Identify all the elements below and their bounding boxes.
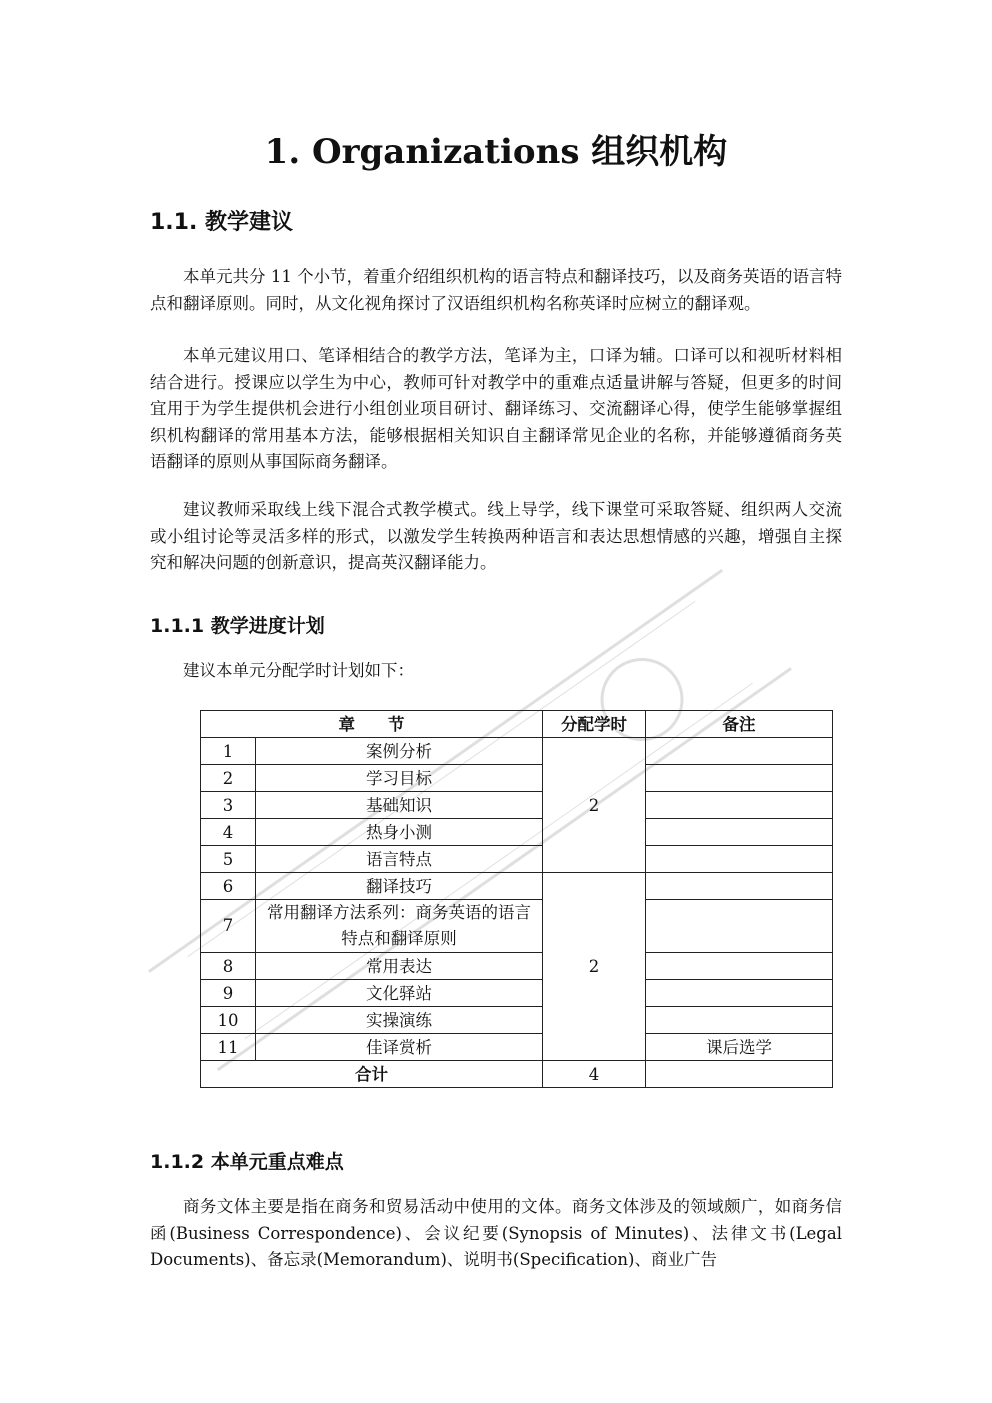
- schedule-table: [200, 710, 833, 1088]
- row-number: 5: [201, 846, 256, 873]
- table-row: [201, 819, 833, 846]
- row-number: 2: [201, 765, 256, 792]
- schedule-intro: 建议本单元分配学时计划如下：: [183, 661, 414, 680]
- row-note: [646, 792, 833, 819]
- row-section: 学习目标: [256, 765, 543, 792]
- header-section: 章 节: [201, 711, 543, 738]
- hours-group-1: 2: [543, 738, 646, 873]
- row-number: 1: [201, 738, 256, 765]
- table-row: [201, 1007, 833, 1034]
- table-row: [201, 1034, 833, 1061]
- page-title: 1. Organizations 组织机构: [264, 132, 728, 172]
- row-section: 语言特点: [256, 846, 543, 873]
- row-number: 6: [201, 873, 256, 900]
- row-section: 常用翻译方法系列：商务英语的语言特点和翻译原则: [256, 900, 543, 953]
- total-label: 合计: [201, 1061, 543, 1088]
- table-row: [201, 846, 833, 873]
- table-header-row: [201, 711, 833, 738]
- row-note: [646, 846, 833, 873]
- row-number: 9: [201, 980, 256, 1007]
- row-note: [646, 1007, 833, 1034]
- row-section: 翻译技巧: [256, 873, 543, 900]
- row-number: 7: [201, 900, 256, 953]
- row-number: 8: [201, 953, 256, 980]
- hours-group-2: 2: [543, 873, 646, 1061]
- row-section: 基础知识: [256, 792, 543, 819]
- row-section: 实操演练: [256, 1007, 543, 1034]
- header-hours: 分配学时: [543, 711, 646, 738]
- paragraph-1: 本单元共分 11 个小节，着重介绍组织机构的语言特点和翻译技巧，以及商务英语的语言特点和翻译原则。同时，从文化视角探讨了汉语组织机构名称英译时应树立的翻译观。: [150, 267, 842, 313]
- section-heading-1-1-1: 1.1.1 教学进度计划: [150, 615, 325, 637]
- row-section: 热身小测: [256, 819, 543, 846]
- row-section: 案例分析: [256, 738, 543, 765]
- paragraph-2: 本单元建议用口、笔译相结合的教学方法，笔译为主，口译为辅。口译可以和视听材料相结合进行。授课应以学生为中心，教师可针对教学中的重难点适量讲解与答疑，但更多的时间宜用于为学生提供机会进行小组创业项目研讨、翻译练习、交流翻译心得，使学生能够掌握组织机构翻译的常用基本方法，能够根据相关知识自主翻译常见企业的名称，并能够遵循商务英语翻译的原则从事国际商务翻译。: [150, 346, 842, 471]
- paragraph-3: 建议教师采取线上线下混合式教学模式。线上导学，线下课堂可采取答疑、组织两人交流或小组讨论等灵活多样的形式，以激发学生转换两种语言和表达思想情感的兴趣，增强自主探究和解决问题的创新意识，提高英汉翻译能力。: [150, 500, 842, 572]
- row-note: [646, 819, 833, 846]
- row-number: 4: [201, 819, 256, 846]
- table-row: [201, 738, 833, 765]
- row-section: 佳译赏析: [256, 1034, 543, 1061]
- row-note: [646, 980, 833, 1007]
- table-row: [201, 900, 833, 953]
- section-heading-1-1: 1.1. 教学建议: [150, 210, 293, 235]
- row-number: 11: [201, 1034, 256, 1061]
- closing-paragraph: 商务文体主要是指在商务和贸易活动中使用的文体。商务文体涉及的领域颇广，如商务信函(Business Correspondence)、会议纪要(Synopsis of Minutes)、法律文书(Legal Documents)、备忘录(Memorandum)、说明书(Specification)、商业广告: [150, 1197, 842, 1269]
- table-row: [201, 873, 833, 900]
- row-number: 3: [201, 792, 256, 819]
- row-section: 常用表达: [256, 953, 543, 980]
- row-note: [646, 873, 833, 900]
- table-row: [201, 980, 833, 1007]
- row-note: [646, 900, 833, 953]
- row-number: 10: [201, 1007, 256, 1034]
- table-row: [201, 765, 833, 792]
- row-note: [646, 738, 833, 765]
- row-section: 文化驿站: [256, 980, 543, 1007]
- total-note: [646, 1061, 833, 1088]
- header-note: 备注: [646, 711, 833, 738]
- section-heading-1-1-2: 1.1.2 本单元重点难点: [150, 1151, 344, 1173]
- table-total-row: [201, 1061, 833, 1088]
- row-note: 课后选学: [646, 1034, 833, 1061]
- total-hours: 4: [543, 1061, 646, 1088]
- row-note: [646, 765, 833, 792]
- table-row: [201, 953, 833, 980]
- table-row: [201, 792, 833, 819]
- row-note: [646, 953, 833, 980]
